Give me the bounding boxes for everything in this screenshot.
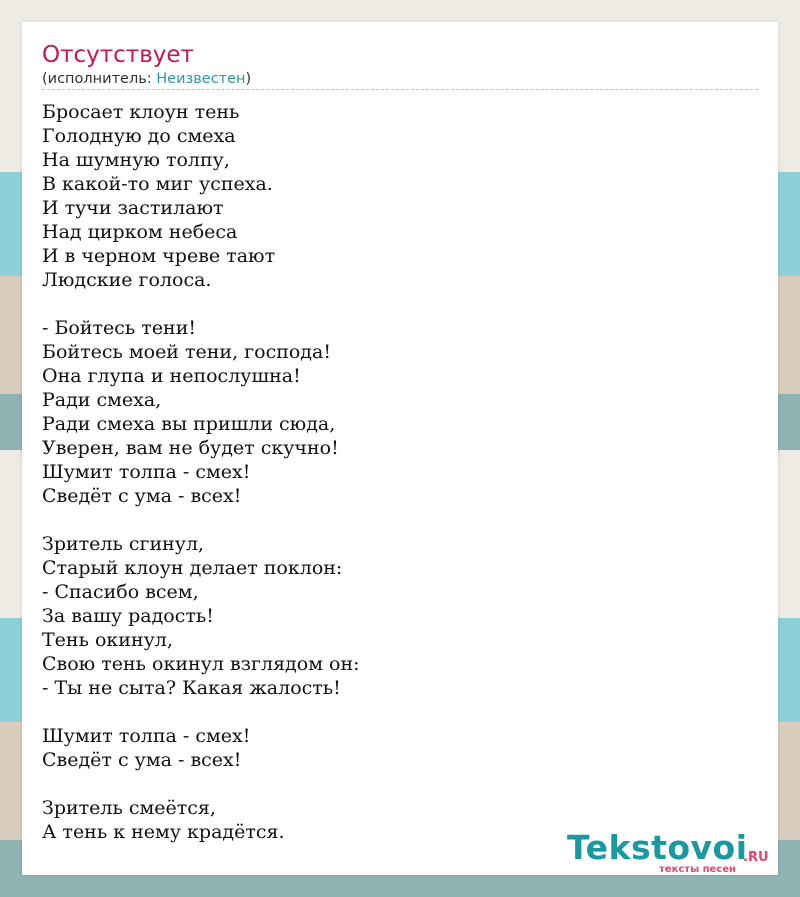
lyric-line: Бойтесь моей тени, господа! bbox=[42, 341, 331, 363]
lyric-line: На шумную толпу, bbox=[42, 149, 230, 171]
lyric-line: Ради смеха вы пришли сюда, bbox=[42, 413, 336, 435]
performer-suffix: ) bbox=[245, 71, 252, 87]
lyric-line bbox=[42, 508, 758, 532]
lyric-line: И в черном чреве тают bbox=[42, 245, 276, 267]
lyrics-text bbox=[42, 100, 758, 844]
lyric-line bbox=[42, 700, 758, 724]
lyric-line: За вашу радость! bbox=[42, 605, 214, 627]
lyric-line: Шумит толпа - смех! bbox=[42, 725, 251, 747]
lyric-line: И тучи застилают bbox=[42, 197, 224, 219]
lyric-line: Свою тень окинул взглядом он: bbox=[42, 653, 360, 675]
lyric-line: Ради смеха, bbox=[42, 389, 162, 411]
performer-link[interactable]: Неизвестен bbox=[156, 71, 246, 87]
lyric-line: Тень окинул, bbox=[42, 629, 173, 651]
lyric-line: Старый клоун делает поклон: bbox=[42, 557, 343, 579]
lyric-line: Зритель смеётся, bbox=[42, 797, 216, 819]
lyric-line: - Бойтесь тени! bbox=[42, 317, 197, 339]
lyric-line: - Спасибо всем, bbox=[42, 581, 199, 603]
performer-prefix: (исполнитель: bbox=[42, 71, 157, 87]
lyrics-card bbox=[22, 22, 778, 875]
lyric-line: А тень к нему крадётся. bbox=[42, 821, 285, 843]
lyric-line: Шумит толпа - смех! bbox=[42, 461, 251, 483]
lyric-line: Бросает клоун тень bbox=[42, 101, 240, 123]
lyric-line: В какой-то миг успеха. bbox=[42, 173, 273, 195]
performer-line bbox=[42, 71, 251, 87]
logo-tagline: тексты песен bbox=[659, 864, 736, 875]
site-logo[interactable] bbox=[567, 828, 777, 875]
lyric-line: Сведёт с ума - всех! bbox=[42, 485, 242, 507]
lyric-line: Над цирком небеса bbox=[42, 221, 238, 243]
lyric-line bbox=[42, 772, 758, 796]
lyric-line: Уверен, вам не будет скучно! bbox=[42, 437, 339, 459]
logo-tld: .RU bbox=[743, 850, 769, 865]
lyric-line: Она глупа и непослушна! bbox=[42, 365, 301, 387]
song-title: Отсутствует bbox=[42, 42, 194, 68]
logo-wordmark: Tekstovoi bbox=[567, 828, 748, 867]
title-divider bbox=[42, 89, 758, 90]
lyric-line: Сведёт с ума - всех! bbox=[42, 749, 242, 771]
lyric-line: Голодную до смеха bbox=[42, 125, 236, 147]
lyric-line: Зритель сгинул, bbox=[42, 533, 205, 555]
lyric-line: - Ты не сыта? Какая жалость! bbox=[42, 677, 341, 699]
lyric-line: Людские голоса. bbox=[42, 269, 212, 291]
lyric-line bbox=[42, 292, 758, 316]
